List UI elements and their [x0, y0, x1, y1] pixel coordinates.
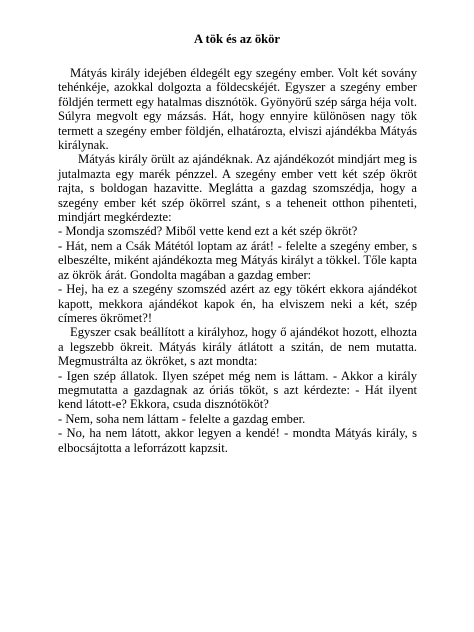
paragraph: Mátyás király idejében éldegélt egy szegény ember. Volt két sovány tehénkéje, azokkal dolgozta a földecskéjét. Egyszer a szegény ember földjén termett egy hatalmas disznótök. Gyönyörű szép sárga héja volt. Súlyra megvolt egy mázsás. Hát, hogy ennyire különösen nagy tök termett a szegény ember földjén, elhatározta, elviszi ajándékba Mátyás királynak.	[58, 66, 417, 153]
paragraph: Mátyás király örült az ajándéknak. Az ajándékozót mindjárt meg is jutalmazta egy marék pénzzel. A szegény ember vett két szép ökröt rajta, s boldogan hazavitte. Meglátta a gazdag szomszédja, hogy a szegény ember két szép ökörrel szánt, s a teheneit otthon pihenteti, mindjárt megkérdezte:	[58, 152, 417, 225]
paragraph: Egyszer csak beállított a királyhoz, hogy ő ajándékot hozott, elhozta a legszebb ökreit. Mátyás király átlátott a szitán, de nem mutatta. Megmustrálta az ökröket, s azt mondta:	[58, 325, 417, 369]
paragraph: - Hej, ha ez a szegény szomszéd azért az egy tökért ekkora ajándékot kapott, mekkora ajándékot kapok én, ha elviszem neki a két, szép címeres ökrömet?!	[58, 282, 417, 325]
paragraph: - Igen szép állatok. Ilyen szépet még nem is láttam. - Akkor a király megmutatta a gazdagnak az óriás tököt, s azt kérdezte: - Hát ilyent kend látott-e? Ekkora, csuda disznótököt?	[58, 368, 417, 412]
paragraph: - No, ha nem látott, akkor legyen a kendé! - mondta Mátyás király, s elbocsájtotta a leforrázott kapzsit.	[58, 426, 417, 455]
paragraph: - Nem, soha nem láttam - felelte a gazdag ember.	[58, 411, 306, 426]
page-title: A tök és az ökör	[193, 32, 281, 46]
story-body	[58, 66, 417, 455]
paragraph: - Mondja szomszéd? Miből vette kend ezt a két szép ökröt?	[58, 224, 358, 239]
paragraph: - Hát, nem a Csák Mátétól loptam az árát! - felelte a szegény ember, s elbeszélte, miként ajándékozta meg Mátyás királyt a tökkel. Tőle kapta az ökrök árát. Gondolta magában a gazdag ember:	[58, 238, 417, 282]
